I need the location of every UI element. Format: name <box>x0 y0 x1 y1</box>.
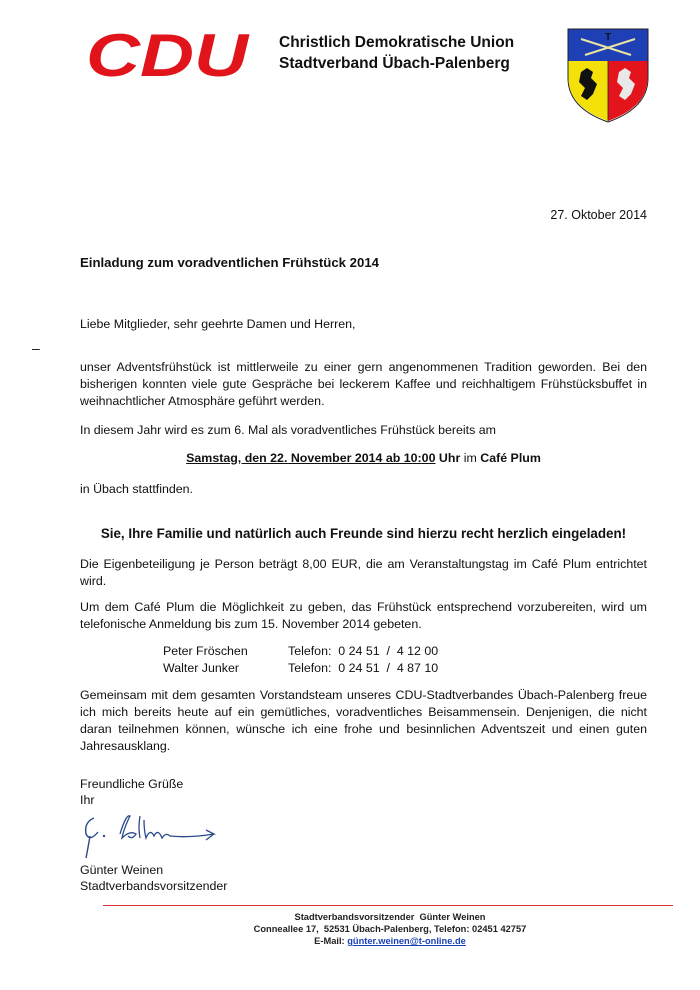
signer-block <box>80 862 647 894</box>
cdu-logo-text: CDU <box>86 26 251 82</box>
footer <box>100 911 680 947</box>
organization-name <box>279 32 514 74</box>
event-date-time: Samstag, den 22. November 2014 ab 10:00 <box>186 451 436 465</box>
salutation: Liebe Mitglieder, sehr geehrte Damen und Herren, <box>80 317 356 331</box>
signer-title: Stadtverbandsvorsitzender <box>80 879 228 893</box>
paragraph-location: in Übach stattfinden. <box>80 482 193 496</box>
paragraph-registration: Um dem Café Plum die Möglichkeit zu geben, das Frühstück entsprechend vorzubereiten, wird um telefonische Anmeldung bis zum 15. November 2014 gebeten. <box>80 600 647 631</box>
closing-greeting: Freundliche Grüße <box>80 777 184 791</box>
footer-line-3 <box>100 935 680 947</box>
closing-ihr: Ihr <box>80 793 95 807</box>
paragraph-closing: Gemeinsam mit dem gesamten Vorstandsteam unseres CDU-Stadtverbandes Übach-Palenberg freue ich mich bereits heute auf ein gemütliches, voradventliches Beisammensein. Denjenigen, die nicht daran teilnehmen können, wünsche ich eine frohe und besinnlichen Adventszeit und einen guten Jahresausklang. <box>80 688 647 753</box>
event-line <box>80 451 647 465</box>
email-label: E-Mail: <box>314 936 348 946</box>
event-uhr: Uhr <box>435 451 461 465</box>
cdu-logo <box>82 26 252 82</box>
email-link[interactable]: günter.weinen@t-online.de <box>347 936 466 946</box>
letter-date: 27. Oktober 2014 <box>550 208 647 222</box>
contact-row <box>163 643 438 660</box>
invitation-highlight: Sie, Ihre Familie und natürlich auch Freunde sind hierzu recht herzlich eingeladen! <box>100 526 627 541</box>
footer-line-1: Stadtverbandsvorsitzender Günter Weinen <box>294 912 486 922</box>
letter-subject: Einladung zum voradventlichen Frühstück 2014 <box>80 255 379 270</box>
contact-name: Peter Fröschen <box>163 644 248 658</box>
footer-line-2: Conneallee 17, 52531 Übach-Palenberg, Telefon: 02451 42757 <box>253 924 527 934</box>
contact-phone: Telefon: 0 24 51 / 4 12 00 <box>288 644 439 658</box>
coat-of-arms-icon <box>567 28 649 123</box>
closing-block <box>80 776 647 808</box>
margin-mark: – <box>32 340 40 356</box>
signature-icon <box>80 808 240 860</box>
contact-name: Walter Junker <box>163 661 239 675</box>
paragraph-intro: unser Adventsfrühstück ist mittlerweile zu einer gern angenommenen Tradition geworden. Bei den bisherigen konnten viele gute Gespräche bei leckerem Kaffee und reichhaltigem Frühstücksbuffet in weihnachtlicher Atmosphäre geführt werden. <box>80 360 647 408</box>
contact-row <box>163 660 438 677</box>
paragraph-year: In diesem Jahr wird es zum 6. Mal als voradventliches Frühstück bereits am <box>80 423 496 437</box>
footer-divider <box>103 905 673 906</box>
contact-phone: Telefon: 0 24 51 / 4 87 10 <box>288 661 439 675</box>
org-line-1: Christlich Demokratische Union <box>279 34 515 51</box>
paragraph-fee: Die Eigenbeteiligung je Person beträgt 8,00 EUR, die am Veranstaltungstag im Café Plum entrichtet wird. <box>80 557 647 588</box>
event-venue: Café Plum <box>480 451 541 465</box>
org-line-2: Stadtverband Übach-Palenberg <box>279 55 510 72</box>
contact-list <box>163 643 438 677</box>
event-im: im <box>460 451 481 465</box>
crest-letter: T <box>604 32 612 43</box>
signer-name: Günter Weinen <box>80 863 164 877</box>
